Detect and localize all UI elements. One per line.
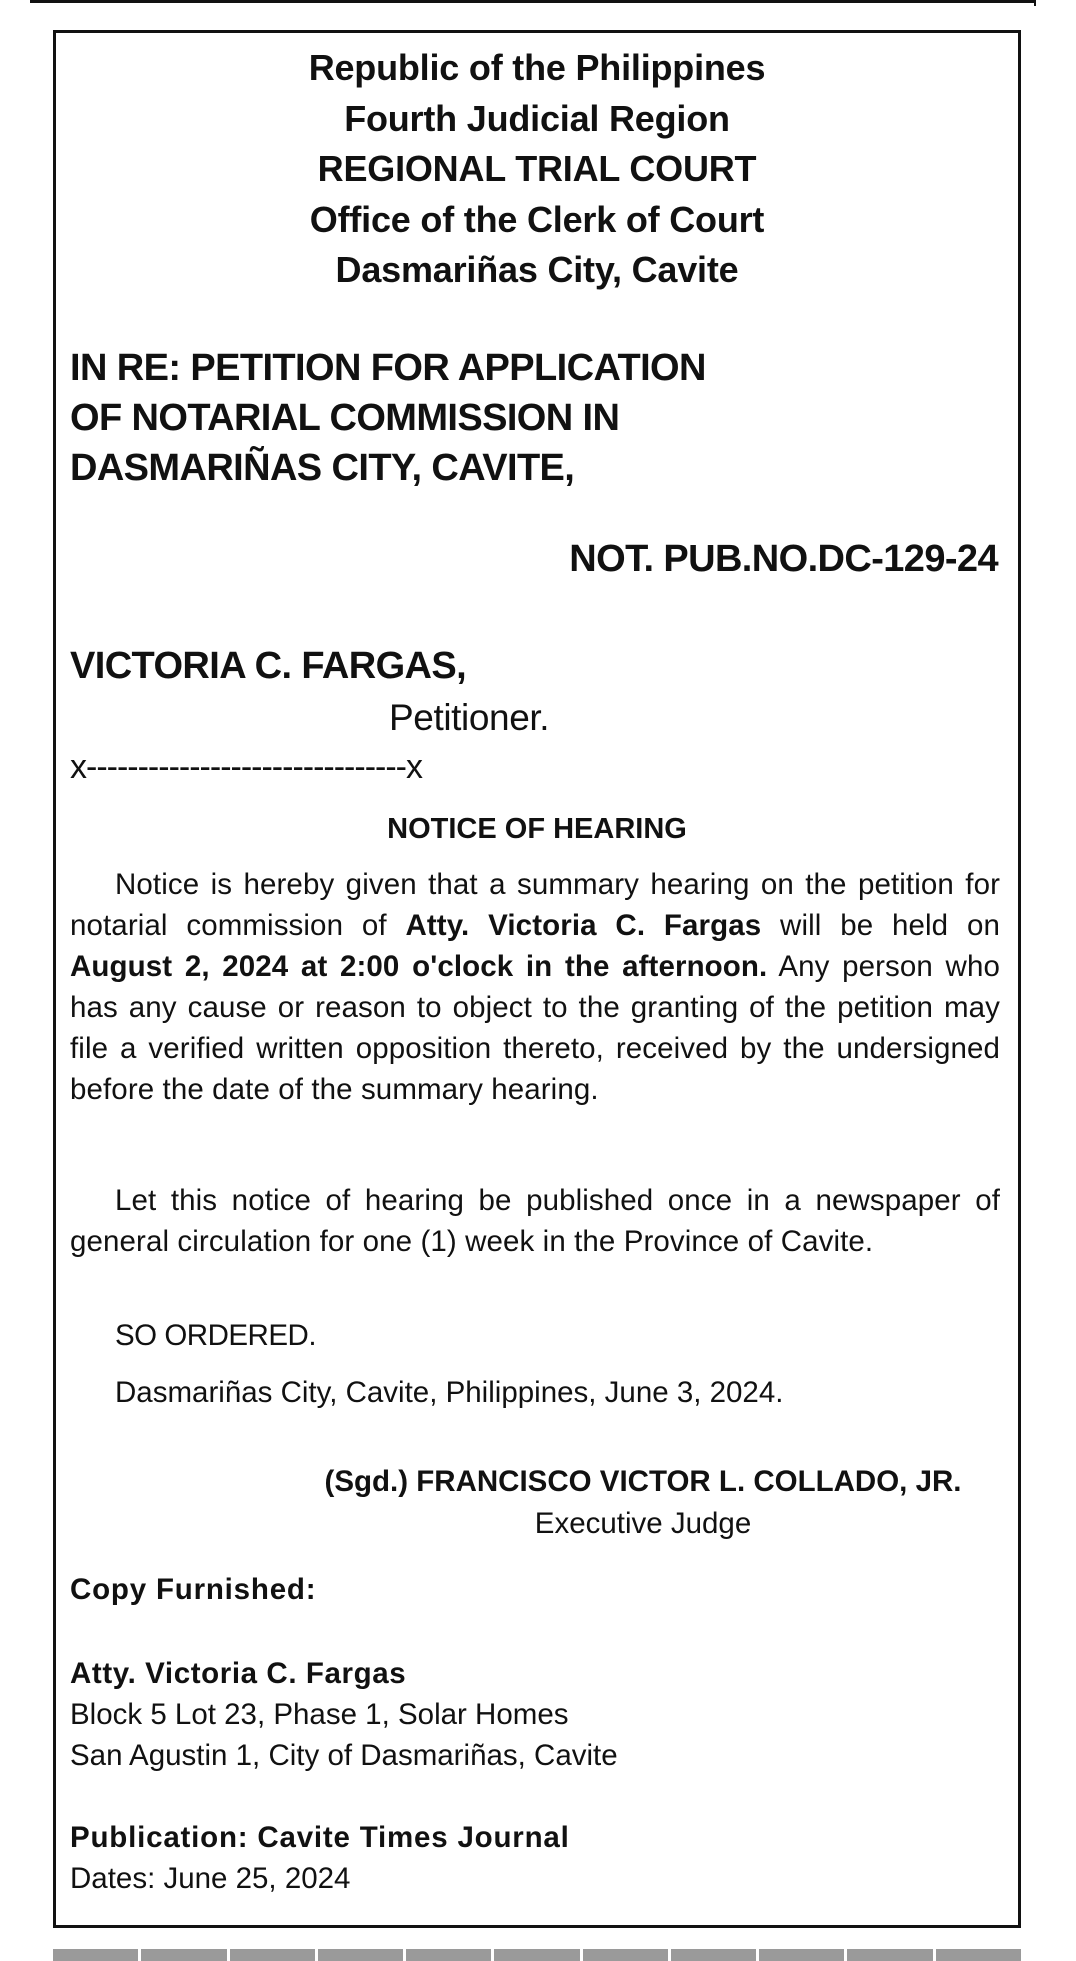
petitioner-name: VICTORIA C. FARGAS, bbox=[70, 645, 467, 687]
p1-hearing-date: August 2, 2024 at 2:00 o'clock in the afternoon. bbox=[70, 950, 768, 983]
notice-box bbox=[53, 30, 1021, 1928]
bottom-bar bbox=[53, 1949, 1021, 1961]
caption-line-3: DASMARIÑAS CITY, CAVITE, bbox=[70, 447, 575, 489]
notice-paragraph-2: Let this notice of hearing be published once in a newspaper of general circulation for one (1) week in the Province of Cavite. bbox=[70, 1184, 1000, 1258]
signatory-title: Executive Judge bbox=[534, 1507, 752, 1540]
publication-dates: Dates: June 25, 2024 bbox=[70, 1862, 351, 1895]
notice-title: NOTICE OF HEARING bbox=[387, 813, 687, 845]
publication-name: Publication: Cavite Times Journal bbox=[70, 1821, 570, 1854]
header-line-republic: Republic of the Philippines bbox=[308, 47, 766, 88]
recipient-address-line-2: San Agustin 1, City of Dasmariñas, Cavite bbox=[70, 1739, 618, 1772]
p1-text-e: Any person who has any cause or reason to object to the granting of the petition may file a verified written opposition thereto, received by the undersigned before the date of the summary hearing. bbox=[70, 950, 1000, 1106]
top-rule-end bbox=[1034, 0, 1036, 6]
caption-line-2: OF NOTARIAL COMMISSION IN bbox=[70, 397, 620, 439]
so-ordered: SO ORDERED. bbox=[115, 1319, 317, 1352]
signatory-block bbox=[273, 1461, 1013, 1545]
case-number: NOT. PUB.NO.DC-129-24 bbox=[569, 538, 998, 580]
header-line-region: Fourth Judicial Region bbox=[344, 97, 730, 139]
caption-separator: x-------------------------------x bbox=[70, 748, 422, 786]
court-header bbox=[56, 43, 1018, 296]
header-line-court: REGIONAL TRIAL COURT bbox=[317, 148, 757, 189]
recipient-address-line-1: Block 5 Lot 23, Phase 1, Solar Homes bbox=[70, 1698, 569, 1731]
recipient-block bbox=[70, 1653, 618, 1776]
dated-line: Dasmariñas City, Cavite, Philippines, June 3, 2024. bbox=[115, 1376, 784, 1409]
caption-line-1: IN RE: PETITION FOR APPLICATION bbox=[70, 347, 706, 389]
case-caption bbox=[70, 343, 850, 493]
p1-text-a: Notice is hereby given that a summary hearing on the petition for notarial commission of bbox=[70, 868, 1000, 942]
header-line-office: Office of the Clerk of Court bbox=[309, 198, 765, 240]
recipient-name: Atty. Victoria C. Fargas bbox=[70, 1657, 407, 1690]
publication-block bbox=[70, 1817, 570, 1899]
petitioner-role: Petitioner. bbox=[389, 697, 550, 738]
signatory-name: (Sgd.) FRANCISCO VICTOR L. COLLADO, JR. bbox=[324, 1465, 962, 1498]
p1-attorney-name: Atty. Victoria C. Fargas bbox=[405, 909, 762, 942]
notice-paragraph-1 bbox=[70, 864, 1000, 1110]
p1-text-c: will be held on bbox=[761, 909, 1000, 942]
copy-furnished-heading: Copy Furnished: bbox=[70, 1573, 317, 1606]
header-line-city: Dasmariñas City, Cavite bbox=[335, 249, 739, 290]
top-rule bbox=[30, 0, 1036, 3]
